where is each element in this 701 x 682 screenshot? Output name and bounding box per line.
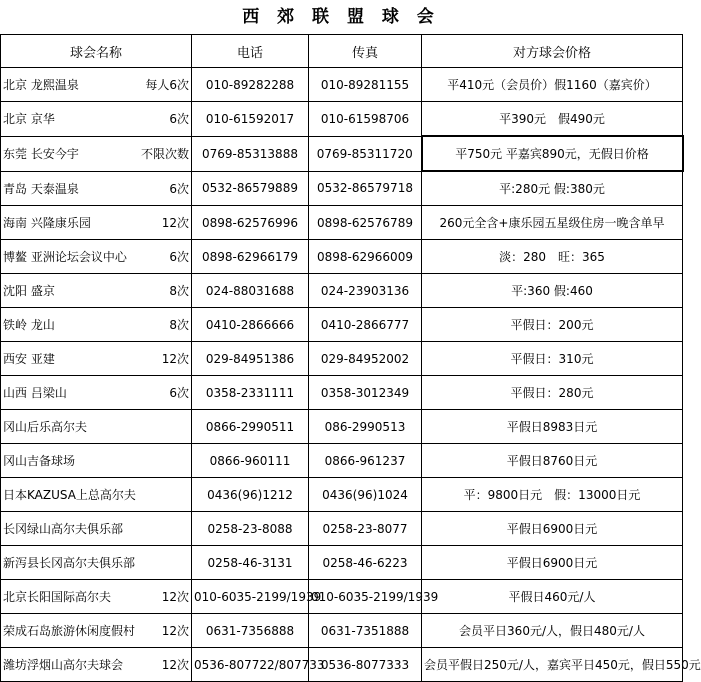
- club-times: 6次: [169, 250, 189, 264]
- phone-cell: 0866-960111: [192, 444, 309, 478]
- table-row: [1, 410, 683, 444]
- fax-cell: 0410-2866777: [309, 308, 422, 342]
- club-times: 8次: [169, 284, 189, 298]
- fax-cell: 0532-86579718: [309, 171, 422, 206]
- club-name-cell: [1, 102, 192, 137]
- table-row: [1, 136, 683, 171]
- fax-cell: 010-61598706: [309, 102, 422, 137]
- club-times: 8次: [169, 318, 189, 332]
- fax-cell: 029-84952002: [309, 342, 422, 376]
- fax-cell: 024-23903136: [309, 274, 422, 308]
- club-name: 冈山吉备球场: [3, 454, 76, 468]
- phone-cell: 024-88031688: [192, 274, 309, 308]
- fax-cell: 086-2990513: [309, 410, 422, 444]
- club-name: 西安 亚建: [3, 352, 55, 366]
- club-times: 12次: [161, 352, 189, 366]
- table-row: [1, 648, 683, 682]
- club-name: 博鳌 亚洲论坛会议中心: [3, 250, 127, 264]
- header-fax: 传真: [309, 35, 422, 68]
- club-name: 青岛 天泰温泉: [3, 181, 79, 196]
- fax-cell: 0631-7351888: [309, 614, 422, 648]
- price-cell: 淡：280 旺：365: [422, 240, 683, 274]
- header-phone: 电话: [192, 35, 309, 68]
- club-name: 北京 龙熙温泉: [3, 78, 79, 92]
- price-cell: 平假日460元/人: [422, 580, 683, 614]
- table-row: [1, 68, 683, 102]
- club-name-cell: [1, 376, 192, 410]
- club-times: 12次: [161, 624, 189, 638]
- club-name: 山西 吕梁山: [3, 386, 67, 400]
- club-name: 东莞 长安今宇: [3, 147, 79, 161]
- club-name: 冈山后乐高尔夫: [3, 420, 88, 434]
- phone-cell: 0536-807722/807733: [192, 648, 309, 682]
- table-row: [1, 444, 683, 478]
- club-name-cell: [1, 478, 192, 512]
- fax-cell: 0769-85311720: [309, 136, 422, 171]
- table-row: [1, 546, 683, 580]
- club-times: 6次: [169, 386, 189, 400]
- price-cell: 平假日8983日元: [422, 410, 683, 444]
- phone-cell: 0898-62576996: [192, 206, 309, 240]
- table-header-row: [1, 35, 683, 68]
- club-name: 铁岭 龙山: [3, 318, 55, 332]
- price-cell: 平假日6900日元: [422, 546, 683, 580]
- table-row: [1, 274, 683, 308]
- fax-cell: 0358-3012349: [309, 376, 422, 410]
- fax-cell: 0866-961237: [309, 444, 422, 478]
- table-row: [1, 102, 683, 137]
- club-name-cell: [1, 410, 192, 444]
- fax-cell: 010-89281155: [309, 68, 422, 102]
- club-name-cell: [1, 444, 192, 478]
- table-row: [1, 308, 683, 342]
- table-row: [1, 478, 683, 512]
- price-cell: 平假日：280元: [422, 376, 683, 410]
- table-row: [1, 580, 683, 614]
- club-name-cell: [1, 68, 192, 102]
- club-table: [0, 34, 701, 682]
- phone-cell: 0866-2990511: [192, 410, 309, 444]
- table-row: [1, 512, 683, 546]
- club-times: 不限次数: [140, 147, 189, 161]
- phone-cell: 0410-2866666: [192, 308, 309, 342]
- table-row: [1, 206, 683, 240]
- header-name: 球会名称: [1, 35, 192, 68]
- fax-cell: 0536-8077333: [309, 648, 422, 682]
- price-cell: 平假日：310元: [422, 342, 683, 376]
- fax-cell: 0258-46-6223: [309, 546, 422, 580]
- phone-cell: 0769-85313888: [192, 136, 309, 171]
- phone-cell: 0898-62966179: [192, 240, 309, 274]
- club-name-cell: [1, 136, 192, 171]
- price-cell: 平假日：200元: [422, 308, 683, 342]
- club-times: 6次: [169, 181, 189, 196]
- club-times: 12次: [161, 590, 189, 604]
- page-title: 西 郊 联 盟 球 会: [242, 7, 440, 27]
- price-cell: 会员平日360元/人，假日480元/人: [422, 614, 683, 648]
- price-cell: 平假日6900日元: [422, 512, 683, 546]
- club-name: 海南 兴隆康乐园: [3, 216, 91, 230]
- table-row: [1, 376, 683, 410]
- club-name: 新泻县长冈高尔夫俱乐部: [3, 556, 136, 570]
- club-name-cell: [1, 274, 192, 308]
- phone-cell: 0436(96)1212: [192, 478, 309, 512]
- club-name: 北京 京华: [3, 112, 55, 127]
- club-times: 12次: [161, 216, 189, 230]
- club-times: 6次: [169, 112, 189, 127]
- phone-cell: 010-89282288: [192, 68, 309, 102]
- club-name-cell: [1, 648, 192, 682]
- club-times: 每人6次: [145, 78, 189, 92]
- table-row: [1, 614, 683, 648]
- phone-cell: 029-84951386: [192, 342, 309, 376]
- phone-cell: 010-6035-2199/1939: [192, 580, 309, 614]
- club-name-cell: [1, 512, 192, 546]
- club-name: 荣成石岛旅游休闲度假村: [3, 624, 136, 638]
- phone-cell: 0258-23-8088: [192, 512, 309, 546]
- fax-cell: 010-6035-2199/1939: [309, 580, 422, 614]
- price-cell: 平:360 假:460: [422, 274, 683, 308]
- club-name-cell: [1, 206, 192, 240]
- club-name: 沈阳 盛京: [3, 284, 55, 298]
- fax-cell: 0436(96)1024: [309, 478, 422, 512]
- price-cell: 260元全含+康乐园五星级住房一晚含单早: [422, 206, 683, 240]
- phone-cell: 010-61592017: [192, 102, 309, 137]
- price-cell: 平:280元 假:380元: [422, 171, 683, 206]
- club-name-cell: [1, 546, 192, 580]
- phone-cell: 0358-2331111: [192, 376, 309, 410]
- price-cell: 平假日8760日元: [422, 444, 683, 478]
- phone-cell: 0631-7356888: [192, 614, 309, 648]
- club-times: 12次: [161, 658, 189, 672]
- table-row: [1, 342, 683, 376]
- club-name-cell: [1, 308, 192, 342]
- phone-cell: 0258-46-3131: [192, 546, 309, 580]
- price-cell: 平390元 假490元: [422, 102, 683, 137]
- club-name-cell: [1, 614, 192, 648]
- club-name: 长冈绿山高尔夫俱乐部: [3, 522, 124, 536]
- club-name: 日本KAZUSA上总高尔夫: [3, 488, 136, 502]
- price-cell: 平410元（会员价）假1160（嘉宾价）: [422, 68, 683, 102]
- table-row: [1, 171, 683, 206]
- header-price: 对方球会价格: [422, 35, 683, 68]
- price-cell: 平：9800日元 假：13000日元: [422, 478, 683, 512]
- fax-cell: 0898-62966009: [309, 240, 422, 274]
- club-name: 北京长阳国际高尔夫: [3, 590, 112, 604]
- table-row: [1, 240, 683, 274]
- club-name-cell: [1, 240, 192, 274]
- club-name-cell: [1, 171, 192, 206]
- club-name-cell: [1, 580, 192, 614]
- club-name-cell: [1, 342, 192, 376]
- fax-cell: 0258-23-8077: [309, 512, 422, 546]
- price-cell: 平750元 平嘉宾890元，无假日价格: [422, 136, 683, 171]
- phone-cell: 0532-86579889: [192, 171, 309, 206]
- fax-cell: 0898-62576789: [309, 206, 422, 240]
- club-name: 潍坊浮烟山高尔夫球会: [3, 658, 124, 672]
- price-cell: 会员平假日250元/人，嘉宾平日450元，假日550元: [422, 648, 683, 682]
